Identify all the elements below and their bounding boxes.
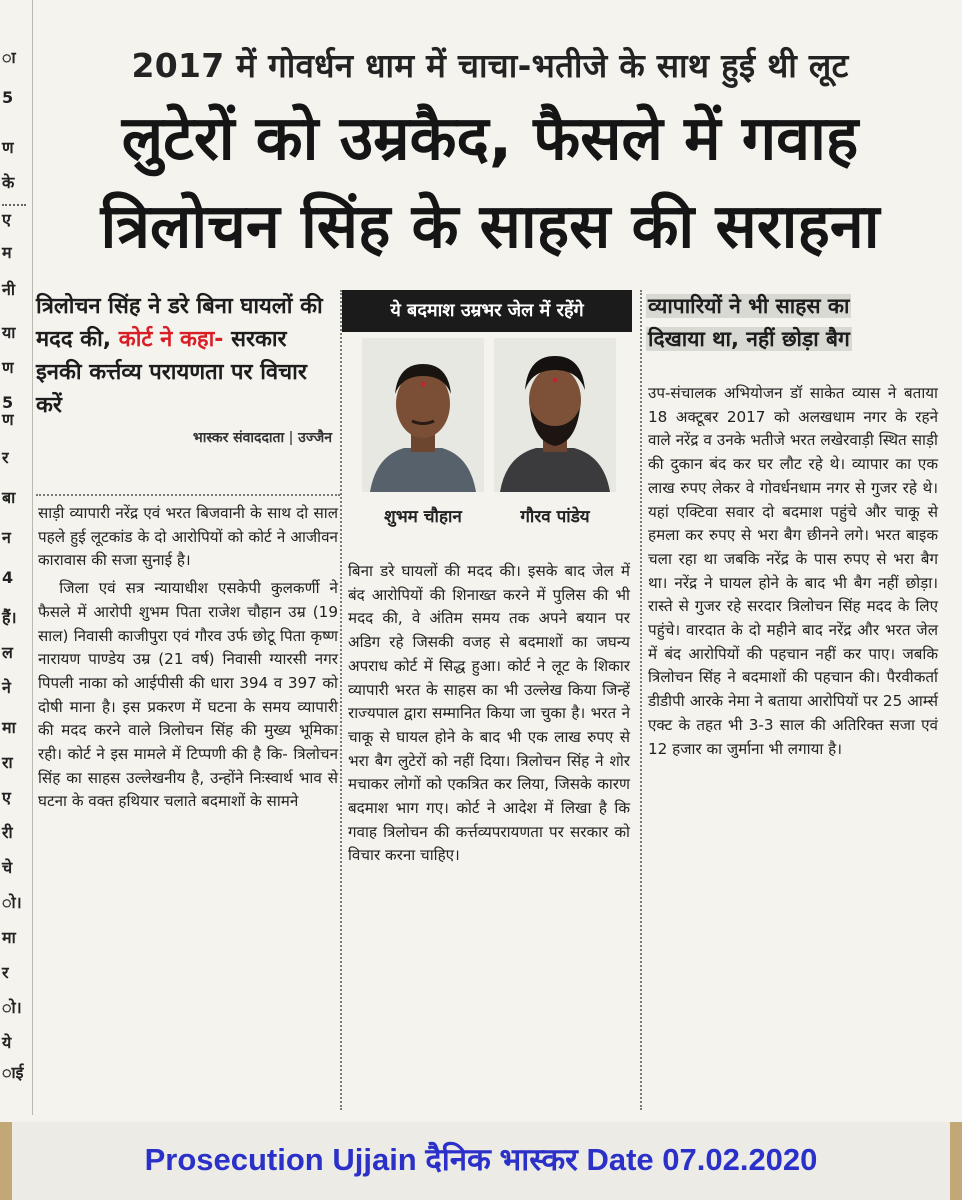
lede-text-1: त्रिलोचन सिंह ने डरे बिना घायलों की मदद की, <box>36 294 323 352</box>
column-3-body <box>648 382 938 765</box>
footer-caption: Prosecution Ujjain दैनिक भास्कर Date 07.02.2020 <box>144 1142 818 1177</box>
edge-fragment: ए <box>2 210 11 229</box>
edge-fragment: ो। <box>2 893 22 912</box>
headline-line-2: त्रिलोचन सिंह के साहस की सराहना <box>100 191 880 262</box>
lede-block <box>36 290 336 447</box>
edge-fragment: चे <box>2 858 13 877</box>
article-kicker: 2017 में गोवर्धन धाम में चाचा-भतीजे के साथ हुई थी लूट <box>131 46 849 85</box>
mugshot-caption-2: गौरव पांडेय <box>520 507 590 527</box>
byline <box>36 428 336 447</box>
column-1-body <box>38 502 338 818</box>
edge-fragment: ल <box>2 643 13 662</box>
edge-fragment: या <box>2 323 16 342</box>
column-2-paragraph-1: बिना डरे घायलों की मदद की। इसके बाद जेल में बंद आरोपियों की शिनाख्त करने में पुलिस की भी मदद की, वे अंतिम समय तक अपने बयान पर अडिग रहे जिसकी वजह से बदमाशों का जघन्य अपराध कोर्ट में सिद्ध हुआ। कोर्ट ने लूट के शिकार व्यापारी भरत के साहस का भी उल्लेख किया जिन्हें राज्यपाल द्वारा सम्मानित किया जा चुका है। भरत ने चाकू से घायल होने के बाद भी एक लाख रुपए से भरा बैग लुटेरों को नहीं दिया। त्रिलोचन सिंह ने शोर मचाकर लोगों को एकत्रित कर लिया, जिसके कारण बदमाश भाग गए। कोर्ट ने आदेश में लिखा है कि गवाह त्रिलोचन की कर्त्तव्यपरायणता पर सरकार को विचार करना चाहिए। <box>348 562 630 865</box>
subheading <box>646 290 936 355</box>
mugshot-caption-1: शुभम चौहान <box>384 507 462 527</box>
edge-fragment: र <box>2 448 9 467</box>
mugshot-box <box>342 290 632 548</box>
mugshot-photo-1 <box>362 338 484 492</box>
edge-fragment: नी <box>2 280 16 299</box>
byline-divider <box>36 494 340 496</box>
edge-fragment: म <box>2 243 12 262</box>
edge-fragment: 4 <box>2 568 14 587</box>
column-1-paragraph-2: जिला एवं सत्र न्यायाधीश एसकेपी कुलकर्णी ने फैसले में आरोपी शुभम पिता राजेश चौहान उम्र (19 साल) निवासी काजीपुरा एवं गौरव उर्फ छोटू पिता कृष्ण नारायण पाण्डेय उम्र (21 वर्ष) निवासी ग्यारसी नगर पिपली नाका को आईपीसी की धारा 394 व 397 को दोषी माना है। इस प्रकरण में घटना के समय व्यापारी की मदद करने वाले त्रिलोचन सिंह की मुख्य भूमिका रही। कोर्ट ने इस मामले में टिप्पणी की है कि- त्रिलोचन सिंह का साहस उल्लेखनीय है, उन्होंने निःस्वार्थ भाव से घटना के वक्त हथियार चलाते बदमाशों के सामने <box>38 579 338 811</box>
edge-fragment: र <box>2 963 9 982</box>
edge-fragment: ये <box>2 1033 12 1052</box>
edge-fragment: री <box>2 823 13 842</box>
column-1-paragraph-1: साड़ी व्यापारी नरेंद्र एवं भरत बिजवानी के साथ दो साल पहले हुई लूटकांड के दो आरोपियों को कोर्ट ने आजीवन कारावास की सजा सुनाई है। <box>38 504 338 570</box>
edge-fragment: मा <box>2 718 16 737</box>
edge-fragment: हैं। <box>2 608 17 627</box>
adjacent-column-edge <box>0 0 33 1115</box>
byline-name: भास्कर संवाददाता <box>192 430 285 446</box>
edge-fragment: ए <box>2 788 11 807</box>
edge-fragment: ण <box>2 138 14 157</box>
lede <box>36 290 336 422</box>
lede-text-red: कोर्ट ने कहा- <box>111 327 224 352</box>
edge-fragment: मा <box>2 928 16 947</box>
edge-fragment: न <box>2 528 11 547</box>
column-2-body <box>348 560 630 872</box>
edge-fragment: ाई <box>2 1063 24 1082</box>
caption-footer <box>0 1122 962 1200</box>
edge-fragment: ा <box>2 48 16 67</box>
mugshot-heading: ये बदमाश उम्रभर जेल में रहेंगे <box>342 290 632 332</box>
byline-separator <box>290 431 292 445</box>
edge-fragment: के <box>2 173 15 192</box>
edge-fragment: ण <box>2 410 14 429</box>
mugshot-photo-2 <box>494 338 616 492</box>
subheading-line-2: दिखाया था, नहीं छोड़ा बैग <box>648 326 850 351</box>
lede-text-2: सरकार इनकी कर्त्तव्य परायणता पर विचार करें <box>36 327 307 418</box>
headline-line-1: लुटेरों को उम्रकैद, फैसले में गवाह <box>121 103 859 174</box>
column-3-heading <box>646 290 936 355</box>
subheading-line-1: व्यापारियों ने भी साहस का <box>648 294 850 318</box>
edge-fragment: 5 <box>2 88 14 107</box>
edge-fragment: 5 <box>2 393 14 412</box>
edge-fragment: ण <box>2 358 14 377</box>
edge-fragment: रा <box>2 753 13 772</box>
byline-city: उज्जैन <box>298 430 332 446</box>
edge-fragment: ने <box>2 678 11 697</box>
column-divider-2 <box>640 290 642 1110</box>
edge-dotted-rule <box>2 204 26 206</box>
column-3-paragraph-1: उप-संचालक अभियोजन डॉ साकेत व्यास ने बताया 18 अक्टूबर 2017 को अलखधाम नगर के रहने वाले नरेंद्र व उनके भतीजे भरत लखेरवाड़ी स्थित साड़ी की दुकान बंद कर घर लौट रहे थे। व्यापार का एक लाख रुपए लेकर वे गोवर्धनधाम नगर से गुजर रहे थे। यहां एक्टिवा सवार दो बदमाश पहुंचे और चाकू से हमला कर रुपए से भरा बैग छीनने लगे। भरत बाइक चला रहा था जबकि नरेंद्र के पास रुपए से भरा बैग था। नरेंद्र ने घायल होने के बाद भी बैग नहीं छोड़ा। रास्ते से गुजर रहे सरदार त्रिलोचन सिंह मदद के लिए पहुंचे। वारदात के दो महीने बाद नरेंद्र और भरत जेल में बंद आरोपियों की पहचान नहीं कर पाए। जबकि त्रिलोचन सिंह ने बदमाशों की पहचान की। पैरवीकर्ता डीडीपी आरके नेमा ने बताया आरोपियों पर 25 आर्म्स एक्ट के तहत भी 3-3 साल की अतिरिक्त सजा एवं 12 हजार का जुर्माना भी लगाया है। <box>648 384 938 758</box>
edge-fragment: बा <box>2 488 16 507</box>
edge-fragment: ो। <box>2 998 22 1017</box>
